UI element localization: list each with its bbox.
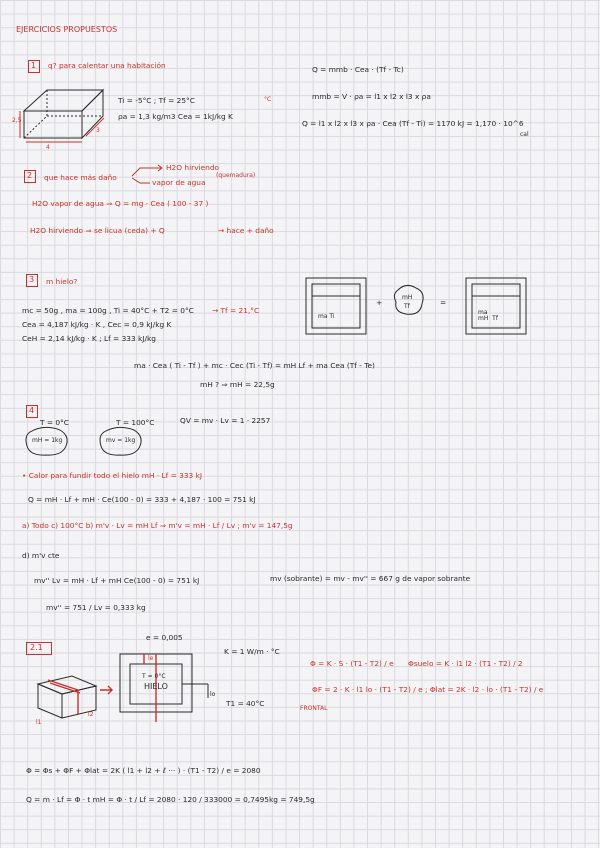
ex21-box-temp: T = 0°C [142,673,166,680]
exercise-3-number: 3 [29,275,35,284]
exercise-2-number: 2 [27,171,33,180]
ex2-line-2-end: → hace + daño [218,226,274,235]
ex1-eq-q: Q = mmb · Cea · (Tf - Tc) [312,65,404,74]
ex3-eq-1: ma · Cea ( Ti - Tf ) + mc · Cec (Ti - Tf) = mH Lf + ma Cea (Tf - Te) [134,361,375,370]
exercise-4-number: 4 [29,406,35,415]
ex3-data-1-end: → Tf = 21,°C [212,306,260,315]
ex4-d-result: mv'' = 751 / Lv = 0,333 kg [46,603,146,612]
ex4-t-steam: T = 100°C [116,418,155,427]
ex3-eq-2: mH ? ⇒ mH = 22,5g [200,380,275,389]
ex1-properties: ρa = 1,3 kg/m3 Cea = 1kJ/kg K [118,112,233,121]
ex21-t1: T1 = 40°C [226,699,265,708]
ex4-t-ice: T = 0°C [40,418,69,427]
ex21-l1: l1 [36,719,42,726]
ex3-box1-label: ma Ti [318,313,335,320]
ex3-plus: + [376,298,383,307]
ex4-qv: QV = mv · Lv = 1 · 2257 [180,416,271,425]
ex21-phi-3: ΦF = 2 · K · l1 lo · (T1 - T2) / e ; Φlat = 2K · l2 · lo · (T1 - T2) / e [312,685,544,694]
ex3-blob-label-2: Tf [404,303,410,310]
ex3-blob-label-1: mH [402,294,413,301]
ex1-eq-total: Q = l1 x l2 x l3 x ρa · Cea (Tf - Ti) = 1170 kJ = 1,170 · 10^6 [302,119,524,128]
ex4-q-eq: Q = mH · Lf + mH · Ce(100 - 0) = 333 + 4,187 · 100 = 751 kJ [28,495,256,504]
ex3-equals: = [440,298,447,307]
ex1-temps: Ti = -5°C ; Tf = 25°C [118,96,195,105]
ex3-data-1: mc = 50g , ma = 100g , Ti = 40°C + T2 = 0°C [22,306,194,315]
ex21-phi-2: Φsuelo = K · l1 l2 · (T1 - T2) / 2 [408,659,523,668]
ex3-data-2: Cea = 4,187 kJ/kg · K , Cec = 0,9 kJ/kg K [22,320,172,329]
ex2-line-1: H2O vapor de agua ⇒ Q = mg · Cea ( 100 - 37 ) [32,199,209,208]
ex21-thickness: e = 0,005 [146,633,183,642]
ex21-l2: l2 [88,711,94,718]
exercise-2-1-number: 2.1 [30,643,43,652]
ex2-branch-vapor: vapor de agua [152,178,206,187]
exercise-2-question: que hace más daño [44,173,117,182]
page-title: EJERCICIOS PROPUESTOS [16,25,118,34]
ex3-data-3: CeH = 2,14 kJ/kg · K ; Lf = 333 kJ/kg [22,334,156,343]
exercise-1-number: 1 [31,61,37,70]
ex21-sum: Φ = Φs + ΦF + Φlat = 2K ( l1 + l2 + ℓ ··· ) · (T1 - T2) / e = 2080 [26,766,261,775]
exercise-1-question: q? para calentar una habitación [48,61,166,70]
ex21-box-label: HIELO [144,682,168,691]
dim-height: 2,5 [12,117,22,124]
exercise-3-question: m hielo? [46,277,78,286]
ex1-eq-m: mmb = V · ρa = l1 x l2 x l3 x ρa [312,92,431,101]
ex4-d: d) m'v cte [22,551,60,560]
ex2-branch-boiling: H2O hirviendo [166,163,220,172]
ex4-d-sobrante: mv (sobrante) = mv - mv'' = 667 g de vapor sobrante [270,574,471,583]
ex4-answers: a) Todo c) 100°C b) m'v · Lv = mH Lf ⇒ m'v = mH · Lf / Lv ; m'v = 147,5g [22,521,293,530]
ex21-phi-1: Φ = K · S · (T1 - T2) / e [310,659,394,668]
ex3-box2-label: ma mH Tf [478,309,498,322]
ex2-line-2: H2O hirviendo ⇒ se licua (ceda) + Q [30,226,165,235]
ex21-frontal: FRONTAL [300,705,328,712]
ex1-eq-total-sub: cal [520,131,529,138]
ex4-blob-ice: mH = 1kg [32,437,63,444]
dim-width: 3 [96,127,100,134]
ex21-le-label: le [148,655,154,662]
dim-length: 4 [46,144,50,151]
ex1-unit-note: °C [264,96,272,103]
ex21-lo-label: lo [210,691,216,698]
ex4-blob-steam: mv = 1kg [106,437,136,444]
ex4-bullet: • Calor para fundir todo el hielo mH · Lf = 333 kJ [22,471,203,480]
ex21-conductivity: K = 1 W/m · °C [224,647,280,656]
ex2-note: (quemadura) [216,172,256,179]
ex21-final: Q = m · Lf = Φ · t mH = Φ · t / Lf = 2080 · 120 / 333000 = 0,7495kg = 749,5g [26,795,315,804]
ex4-d-eq: mv'' Lv = mH · Lf + mH Ce(100 - 0) = 751 kJ [34,576,200,585]
